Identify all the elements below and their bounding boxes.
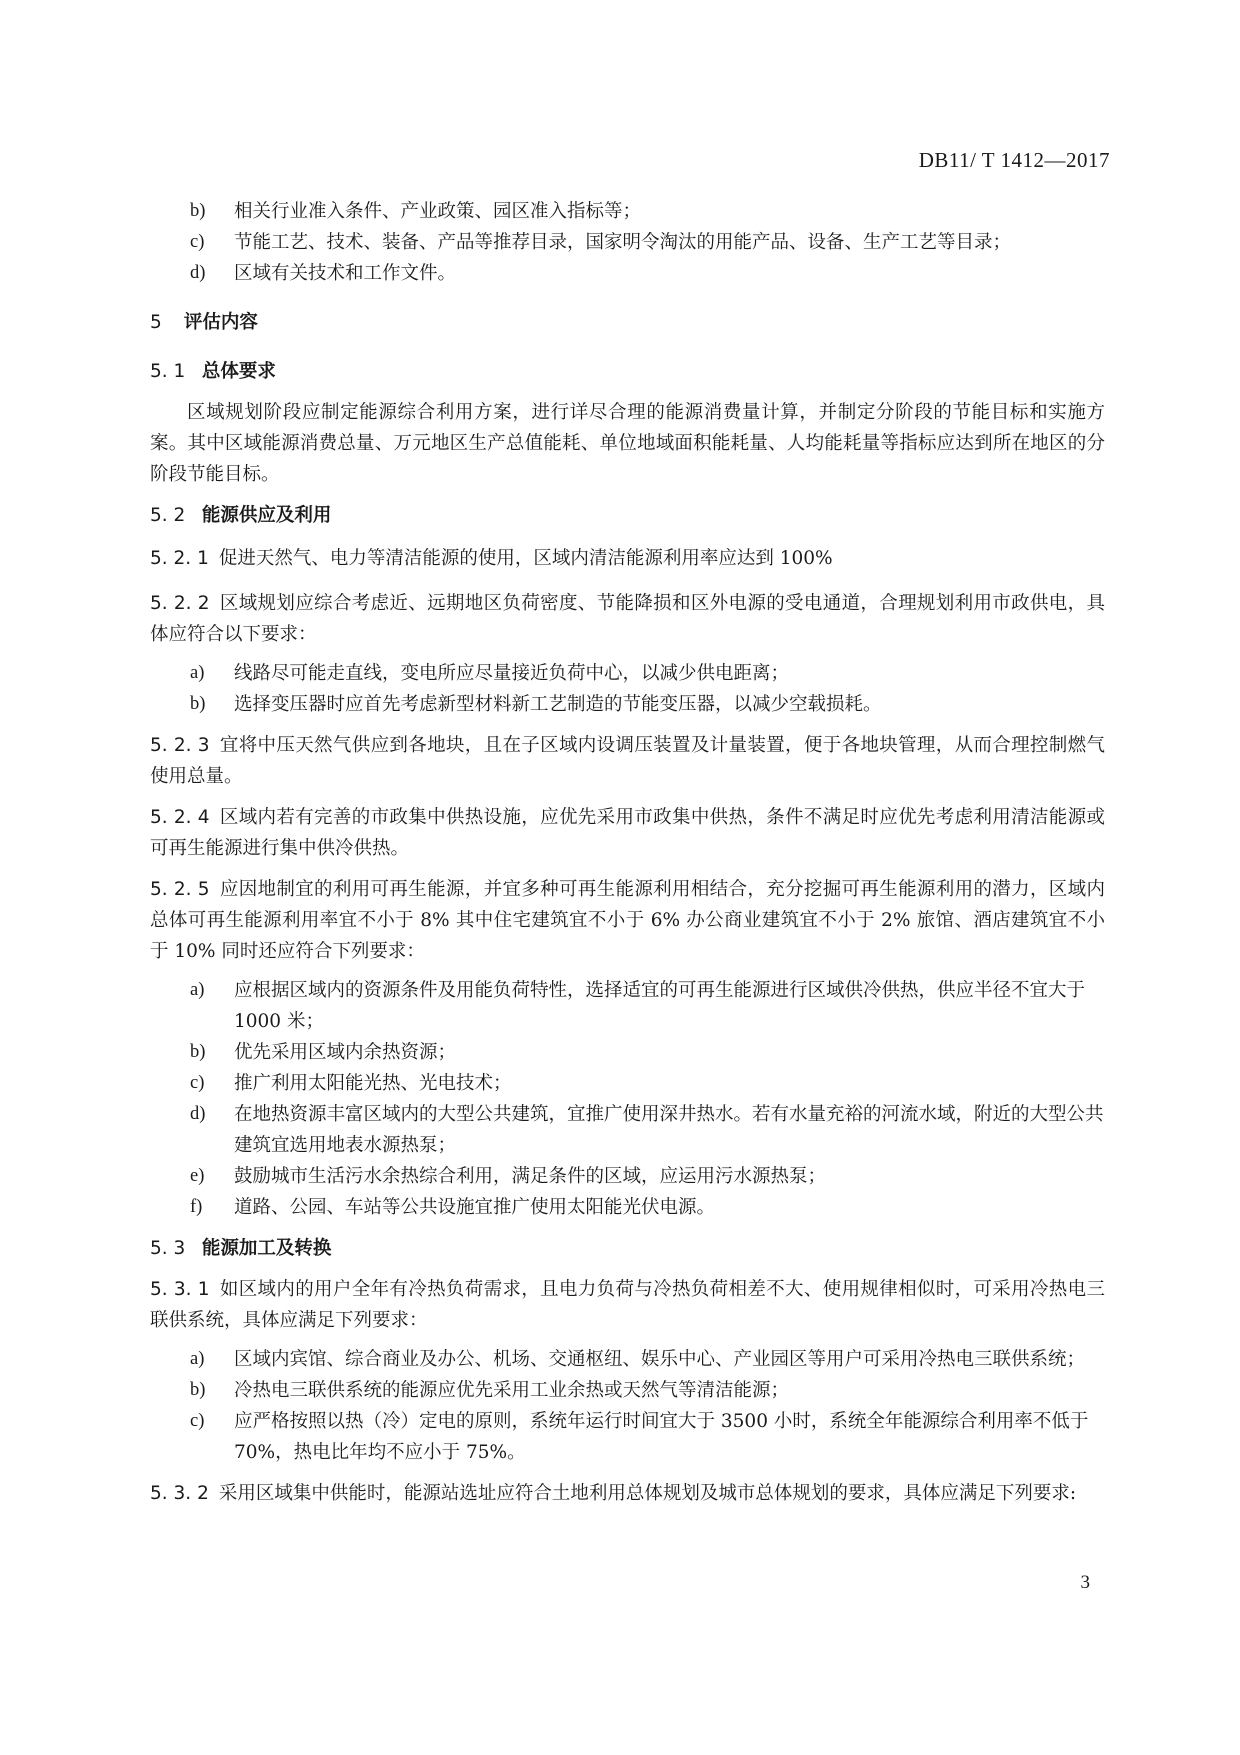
list-item — [150, 196, 1105, 227]
list-marker: c) — [190, 1411, 205, 1431]
section-title: 评估内容 — [183, 312, 258, 333]
list-text: 冷热电三联供系统的能源应优先采用工业余热或天然气等清洁能源； — [234, 1380, 790, 1401]
clause-number: 5. 2. 5 — [150, 879, 210, 900]
list-marker: a) — [190, 1349, 205, 1369]
list-text: 推广利用太阳能光热、光电技术； — [234, 1073, 512, 1094]
list-text: 在地热资源丰富区域内的大型公共建筑，宜推广使用深井热水。若有水量充裕的河流水域，附近的大型公共建筑宜选用地表水源热泵； — [234, 1104, 1104, 1156]
clause-text: 宜将中压天然气供应到各地块，且在子区域内设调压装置及计量装置，便于各地块管理，从而合理控制燃气使用总量。 — [150, 735, 1105, 787]
section-heading — [150, 307, 1105, 338]
clause-number: 5. 3. 2 — [150, 1483, 209, 1504]
page-number: 3 — [1080, 1572, 1090, 1593]
list-text: 线路尽可能走直线，变电所应尽量接近负荷中心，以减少供电距离； — [234, 663, 790, 684]
clause-list — [150, 658, 1105, 720]
list-marker: e) — [190, 1166, 205, 1186]
clause — [150, 588, 1105, 650]
doc-code-header: DB11/ T 1412—2017 — [918, 148, 1110, 172]
clause-text: 如区域内的用户全年有冷热负荷需求，且电力负荷与冷热负荷相差不大、使用规律相似时，可采用冷热电三联供系统，具体应满足下列要求： — [150, 1279, 1105, 1331]
list-item — [150, 1037, 1105, 1068]
clause-text: 区域规划应综合考虑近、远期地区负荷密度、节能降损和区外电源的受电通道，合理规划利用市政供电，具体应符合以下要求： — [150, 593, 1105, 645]
list-item — [150, 258, 1105, 289]
clause-list — [150, 1344, 1105, 1468]
list-item — [150, 1192, 1105, 1223]
clause — [150, 1274, 1105, 1336]
list-marker: a) — [190, 980, 205, 1000]
list-text: 道路、公园、车站等公共设施宜推广使用太阳能光伏电源。 — [234, 1197, 716, 1218]
subsection-number: 5. 2 — [150, 505, 186, 526]
list-item — [150, 1161, 1105, 1192]
list-item — [150, 1406, 1105, 1468]
list-text: 区域内宾馆、综合商业及办公、机场、交通枢纽、娱乐中心、产业园区等用户可采用冷热电三联供系统； — [234, 1349, 1086, 1370]
subsection-title: 能源加工及转换 — [201, 1238, 332, 1259]
list-item — [150, 658, 1105, 689]
list-text: 优先采用区域内余热资源； — [234, 1042, 457, 1063]
list-marker: b) — [190, 694, 206, 714]
list-marker: f) — [190, 1197, 203, 1217]
clause-list — [150, 975, 1105, 1223]
list-text: 相关行业准入条件、产业政策、园区准入指标等； — [234, 201, 642, 222]
list-item — [150, 1344, 1105, 1375]
clause — [150, 730, 1105, 792]
list-marker: c) — [190, 232, 205, 252]
clause-number: 5. 2. 3 — [150, 735, 210, 756]
subsection-heading — [150, 1233, 1105, 1264]
list-item — [150, 227, 1105, 258]
subsection-title: 能源供应及利用 — [201, 505, 332, 526]
subsection-heading — [150, 500, 1105, 531]
list-text: 区域有关技术和工作文件。 — [234, 263, 457, 284]
clause — [150, 802, 1105, 864]
clause-text: 应因地制宜的利用可再生能源，并宜多种可再生能源利用相结合，充分挖掘可再生能源利用的潜力，区域内总体可再生能源利用率宜不小于 8% 其中住宅建筑宜不小于 6% 办公商业建筑宜不小于 2% 旅馆、酒店建筑宜不小于 10% 同时还应符合下列要求： — [150, 879, 1105, 962]
clause-number: 5. 2. 2 — [150, 593, 210, 614]
page-content — [150, 196, 1105, 1509]
section-number: 5 — [150, 312, 162, 333]
list-text: 应根据区域内的资源条件及用能负荷特性，选择适宜的可再生能源进行区域供冷供热，供应半径不宜大于 1000 米； — [234, 980, 1086, 1032]
list-marker: d) — [190, 1104, 206, 1124]
list-marker: b) — [190, 1042, 206, 1062]
subsection-number: 5. 1 — [150, 361, 186, 382]
list-item — [150, 1068, 1105, 1099]
list-text: 选择变压器时应首先考虑新型材料新工艺制造的节能变压器，以减少空载损耗。 — [234, 694, 882, 715]
list-item — [150, 1099, 1105, 1161]
clause-text: 区域内若有完善的市政集中供热设施，应优先采用市政集中供热，条件不满足时应优先考虑利用清洁能源或可再生能源进行集中供冷供热。 — [150, 807, 1105, 859]
list-text: 应严格按照以热（冷）定电的原则，系统年运行时间宜大于 3500 小时，系统全年能源综合利用率不低于 70%，热电比年均不应小于 75%。 — [234, 1411, 1089, 1463]
clause-number: 5. 3. 1 — [150, 1279, 210, 1300]
subsection-title: 总体要求 — [201, 361, 276, 382]
list-marker: c) — [190, 1073, 205, 1093]
list-item — [150, 1375, 1105, 1406]
list-marker: d) — [190, 263, 206, 283]
clause — [150, 543, 1105, 574]
clause — [150, 874, 1105, 967]
clause-text: 促进天然气、电力等清洁能源的使用，区域内清洁能源利用率应达到 100% — [218, 548, 833, 569]
subsection-heading — [150, 356, 1105, 387]
list-text: 节能工艺、技术、装备、产品等推荐目录，国家明令淘汰的用能产品、设备、生产工艺等目录； — [234, 232, 1012, 253]
list-text: 鼓励城市生活污水余热综合利用，满足条件的区域，应运用污水源热泵； — [234, 1166, 827, 1187]
list-marker: a) — [190, 663, 205, 683]
clause — [150, 1478, 1105, 1509]
list-marker: b) — [190, 1380, 206, 1400]
list-item — [150, 689, 1105, 720]
clause-number: 5. 2. 4 — [150, 807, 210, 828]
list-marker: b) — [190, 201, 206, 221]
subsection-number: 5. 3 — [150, 1238, 186, 1259]
clause-number: 5. 2. 1 — [150, 548, 209, 569]
list-item — [150, 975, 1105, 1037]
body-paragraph: 区域规划阶段应制定能源综合利用方案，进行详尽合理的能源消费量计算，并制定分阶段的节能目标和实施方案。其中区域能源消费总量、万元地区生产总值能耗、单位地域面积能耗量、人均能耗量等指标应达到所在地区的分阶段节能目标。 — [150, 402, 1105, 485]
clause-text: 采用区域集中供能时，能源站选址应符合土地利用总体规划及城市总体规划的要求，具体应满足下列要求: — [218, 1483, 1077, 1504]
